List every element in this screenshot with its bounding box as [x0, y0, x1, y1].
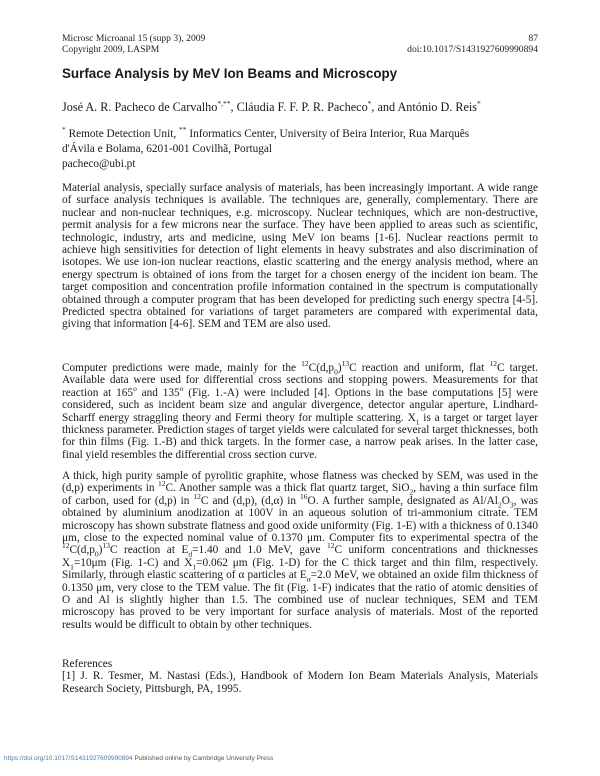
affiliation-mark-2: **: [179, 125, 187, 135]
author-2: , Cláudia F. F. P. R. Pacheco: [230, 100, 368, 114]
author-list: [62, 100, 481, 115]
running-header: [62, 33, 205, 55]
references-section: [62, 658, 538, 695]
references-heading: References: [62, 658, 113, 670]
doi: doi:10.1017/S1431927609990894: [407, 44, 538, 55]
paragraph-introduction: Material analysis, specially surface analysis of materials, has been increasingly important. A wide range of surface analysis techniques is available. The techniques are, generally, complementary. There are nuclear and non-nuclear techniques, e.g. microscopy. Nuclear techniques, which are non-destructive, permit analysis for a few microns near the surface. They have been applied to areas such as scientific, technologic, industry, arts and medicine, using MeV ion beams [1-6]. Nuclear reactions permit to achieve high sensitivities for detection of light elements in heavy substrates and also discrimination of isotopes. We use ion-ion nuclear reactions, elastic scattering and the energy analysis method, where an energy spectrum is obtained of ions from the target for a chosen energy of the incident ion beam. The target composition and concentration profile information contained in the spectrum is computationally obtained through a computer program that has been developed for predicting such energy spectra [4-5]. Predicted spectra obtained for variations of target parameters are compared with experimental data, giving that information [4-6]. SEM and TEM are also used.: [62, 182, 538, 331]
author-2-marks: *: [367, 98, 372, 108]
affiliation-mark-1: *: [62, 125, 66, 135]
author-1-marks: *,**: [217, 98, 231, 108]
paragraph-experiments: A thick, high purity sample of pyrolitic graphite, whose flatness was checked by SEM, was used in the (d,p) experiments in $^{12}$C. Another sample was a thick flat quartz target, SiO$_2$, having a thin surface film of carbon, used for (d,p) in $^{12}$C and (d,p), (d,α) in $^{16}$O. A further sample, designated as $Al/Al_2O_3$, was obtained by aluminium anodization at 100V in an aqueous solution of tri-ammonium citrate. TEM microscopy has shown substrate flatness and good oxide uniformity (Fig. 1-E) with a thickness of 0.1340 μm, close to the expected nominal value of 0.1370 μm. Computer fits to experimental spectra of the $^{12}C(d,p_0)^{13}C$ reaction at $E_d=1.40$ and 1.0 MeV, gave $^{12}$C uniform concentrations and thicknesses $X_1=10\mu m$ (Fig. 1-C) and $X_1=0.062$ μm (Fig. 1-D) for the C thick target and thin film, respectively. Similarly, through elastic scattering of α particles at $E_\alpha=2.0$ MeV, we obtained an oxide film thickness of 0.1350 μm, very close to the TEM value. The fit (Fig. 1-F) indicates that the ratio of atomic densities of O and Al is slightly higher than 1.5. The combined use of nuclear techniques, SEM and TEM microscopy has proved to be very important for surface analysis of materials. Most of the reported results would be difficult to obtain by other techniques.: [62, 470, 539, 631]
affiliation-unit: Remote Detection Unit,: [65, 128, 180, 140]
paragraph-computation: Computer predictions were made, mainly for the $^{12}C(d,p_0)^{13}C$ reaction and uniform, flat $^{12}$C target. Available data were used for differential cross sections and stopping powers. Measurements for that reaction at 165$^o$ and 135$^o$ (Fig. 1.-A) were included [4]. Options in the base computations [5] were considered, such as incident beam size and angular divergence, detector angular aperture, Lindhard-Scharff energy straggling theory and Fermi theory for multiple scattering. $X_1$ is a target or target layer thickness parameter. Prediction stages of target yields were calculated for several target thicknesses, both for thin films (Fig. 1.-B) and thick targets. In the former case, a narrow peak arises. In the latter case, final yield resembles the differential cross section curve.: [62, 359, 538, 461]
affiliation-line-2: d'Ávila e Bolama, 6201-001 Covilhã, Portugal: [62, 143, 273, 155]
affiliation-center: Informatics Center, University of Beira Interior, Rua Marquês: [186, 128, 470, 140]
journal-citation: Microsc Microanal 15 (supp 3), 2009: [62, 33, 206, 44]
footer: [4, 755, 273, 762]
affiliation-line-1: [62, 127, 542, 142]
author-email[interactable]: pacheco@ubi.pt: [62, 158, 136, 170]
author-3-marks: *: [477, 98, 481, 108]
reference-1: [1] J. R. Tesmer, M. Nastasi (Eds.), Handbook of Modern Ion Beam Materials Analysis, Materials Research Society, Pittsburgh, PA, 1995.: [62, 670, 538, 695]
author-1: José A. R. Pacheco de Carvalho: [62, 100, 218, 114]
header-right: [407, 33, 538, 55]
paper-title: Surface Analysis by MeV Ion Beams and Microscopy: [62, 66, 398, 81]
copyright-notice: Copyright 2009, LASPM: [62, 44, 160, 55]
author-3: , and António D. Reis: [371, 100, 478, 114]
page-number: 87: [528, 33, 538, 44]
footer-publisher-note: Published online by Cambridge University Press: [132, 755, 274, 762]
affiliation-block: [62, 127, 542, 172]
footer-doi-link[interactable]: https://doi.org/10.1017/S1431927609990894: [4, 755, 133, 762]
